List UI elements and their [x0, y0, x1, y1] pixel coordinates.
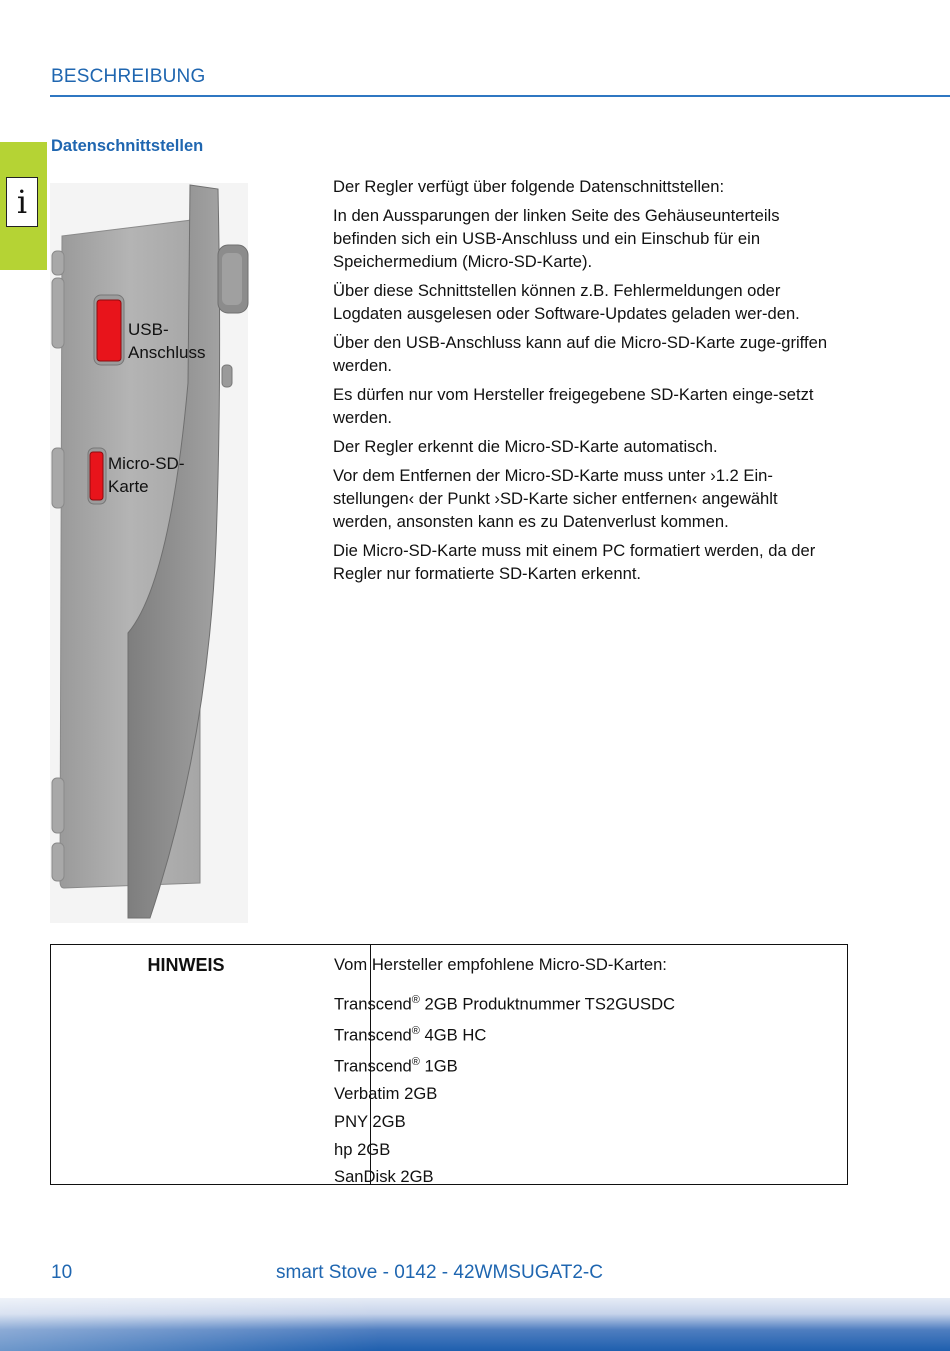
recommended-cards-list: [334, 987, 675, 1191]
registered-mark: ®: [411, 1025, 420, 1038]
header-rule: [50, 95, 950, 97]
paragraph: Der Regler verfügt über folgende Datenschnittstellen:: [333, 177, 725, 196]
section-header: BESCHREIBUNG: [51, 66, 206, 87]
footer-band-shine: [0, 1298, 950, 1351]
device-illustration: [50, 183, 250, 923]
paragraph: Über diese Schnittstellen können z.B. Fehlermeldungen oder Logdaten ausgelesen oder Software-Updates geladen wer-den.: [333, 281, 800, 323]
paragraph: Vor dem Entfernen der Micro-SD-Karte muss unter ›1.2 Ein-stellungen‹ der Punkt ›SD-Karte sicher entfernen‹ angewählt werden, ansonsten kann es zu Datenverlust kommen.: [333, 466, 778, 531]
note-box: [50, 944, 848, 1185]
card-brand: Transcend: [334, 1025, 412, 1045]
usb-port-label-line2: Anschluss: [128, 343, 206, 362]
paragraph: Die Micro-SD-Karte muss mit einem PC formatiert werden, da der Regler nur formatierte SD-Karten erkennt.: [333, 541, 816, 583]
card-detail: 2GB Produktnummer TS2GUSDC: [419, 994, 676, 1014]
list-item: [334, 1018, 675, 1049]
info-icon: i: [6, 177, 38, 227]
card-brand: hp 2GB: [334, 1139, 391, 1159]
usb-port-highlight: [97, 300, 121, 361]
page-number: 10: [51, 1262, 73, 1283]
note-intro: Vom Hersteller empfohlene Micro-SD-Karten:: [334, 955, 667, 974]
sd-slot-highlight: [90, 452, 103, 500]
sd-slot-label-line1: Micro-SD-: [108, 454, 185, 473]
card-detail: 1GB: [419, 1056, 458, 1076]
note-label: HINWEIS: [147, 955, 225, 975]
list-item: [334, 1108, 675, 1136]
usb-port-label: [128, 318, 205, 364]
usb-port-label-line1: USB-: [128, 320, 169, 339]
card-detail: 4GB HC: [419, 1025, 487, 1045]
device-side-view-figure: [50, 183, 250, 923]
list-item: [334, 1136, 675, 1164]
registered-mark: ®: [411, 1056, 420, 1069]
list-item: [334, 1163, 675, 1191]
registered-mark: ®: [411, 994, 420, 1006]
card-brand: Verbatim 2GB: [334, 1084, 438, 1104]
card-brand: Transcend: [334, 1056, 412, 1076]
card-brand: PNY 2GB: [334, 1111, 406, 1131]
paragraph: Es dürfen nur vom Hersteller freigegebene SD-Karten einge-setzt werden.: [333, 385, 814, 427]
paragraph: Über den USB-Anschluss kann auf die Micro-SD-Karte zuge-griffen werden.: [333, 333, 828, 375]
subsection-title: Datenschnittstellen: [51, 137, 204, 155]
paragraph: In den Aussparungen der linken Seite des Gehäuseunterteils befinden sich ein USB-Anschluss und ein Einschub für ein Speichermedium (Micro-SD-Karte).: [333, 206, 780, 271]
description-text: [333, 175, 838, 591]
footer-title: smart Stove - 0142 - 42WMSUGAT2-C: [276, 1262, 603, 1283]
paragraph: Der Regler erkennt die Micro-SD-Karte automatisch.: [333, 437, 718, 456]
list-item: [334, 987, 675, 1018]
sd-slot-label: [108, 452, 185, 498]
sd-slot-label-line2: Karte: [108, 477, 149, 496]
list-item: [334, 1049, 675, 1080]
list-item: [334, 1080, 675, 1108]
card-brand: SanDisk 2GB: [334, 1167, 434, 1187]
card-brand: Transcend: [334, 994, 412, 1014]
